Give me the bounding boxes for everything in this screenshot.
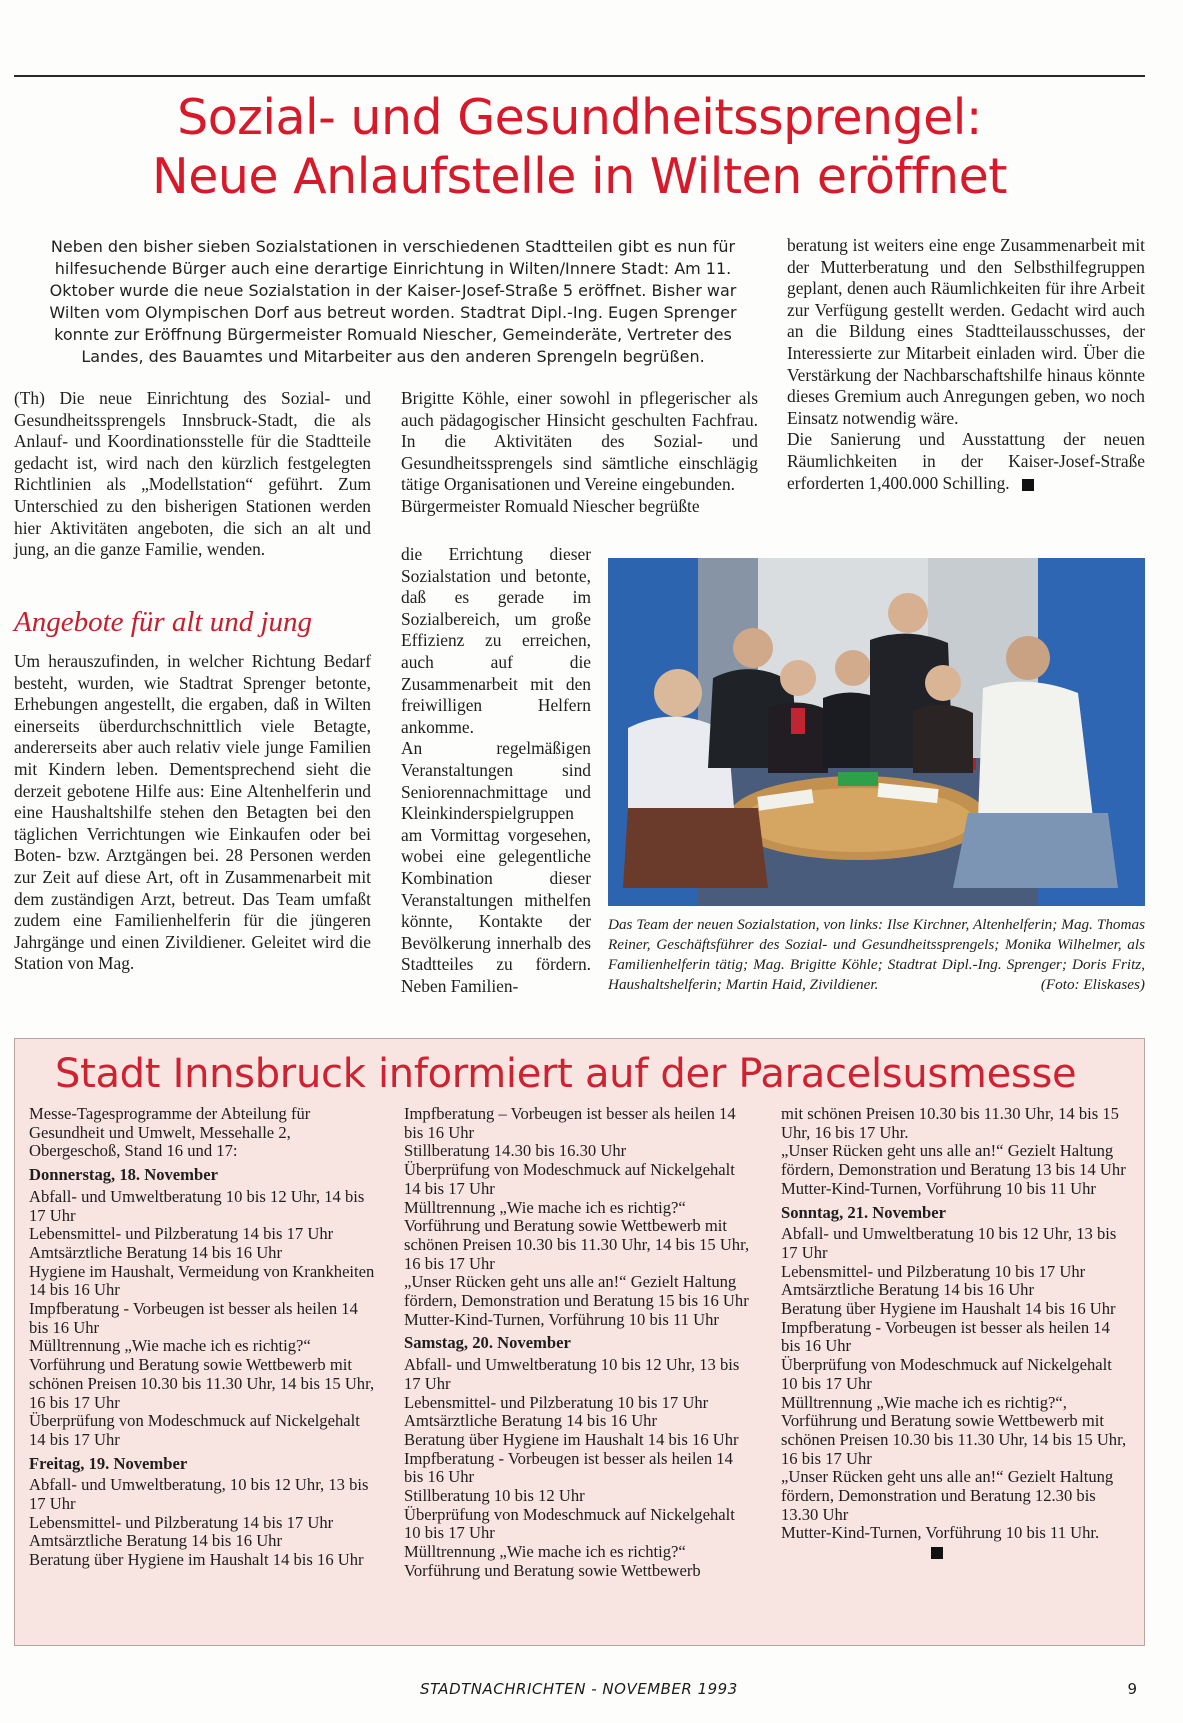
publication-name: STADTNACHRICHTEN - NOVEMBER 1993 bbox=[420, 1680, 738, 1698]
top-rule bbox=[14, 75, 1145, 77]
end-mark-icon bbox=[931, 1547, 943, 1559]
list-item: Impfberatung - Vorbeugen ist besser als heilen 14 bis 16 Uhr bbox=[29, 1299, 358, 1337]
list-item: „Unser Rücken geht uns alle an!“ Gezielt Haltung fördern, Demonstration und Beratung 13 bis 14 Uhr bbox=[781, 1141, 1126, 1180]
caption-text: Das Team der neuen Sozialstation, von links: Ilse Kirchner, Altenhelferin; Mag. Thomas Reiner, Geschäftsführer des Sozial- und Gesundheitssprengels; Monika Wilhelmer, als Familienhelferin tätig; Mag. Brigitte Köhle; Stadtrat Dipl.-Ing. Sprenger; Doris Fritz, Haushaltshelferin; Martin Haid, Zivildiener. bbox=[608, 916, 1145, 993]
article-headline bbox=[14, 88, 1145, 206]
list-item: Mülltrennung „Wie mache ich es richtig?“ Vorführung und Beratung sowie Wettbewerb mit schönen Preisen 10.30 bis 11.30 Uhr, 14 bis 15 Uhr, 16 bis 17 Uhr bbox=[29, 1336, 375, 1412]
list-item: Abfall- und Umweltberatung 10 bis 12 Uhr, 13 bis 17 Uhr bbox=[781, 1224, 1117, 1262]
subheading: Angebote für alt und jung bbox=[14, 606, 313, 638]
article-column-1 bbox=[14, 388, 371, 561]
list-item: Abfall- und Umweltberatung 10 bis 12 Uhr, 13 bis 17 Uhr bbox=[404, 1355, 740, 1393]
page-number: 9 bbox=[1127, 1680, 1137, 1698]
box-column-1 bbox=[29, 1105, 379, 1570]
list-item: Mutter-Kind-Turnen, Vorführung 10 bis 11 Uhr bbox=[404, 1309, 719, 1329]
list-item: Amtsärztliche Beratung 14 bis 16 Uhr bbox=[404, 1411, 657, 1431]
paragraph bbox=[787, 429, 1145, 494]
photo-caption bbox=[608, 915, 1145, 995]
list-item: Überprüfung von Modeschmuck auf Nickelgehalt 14 bis 17 Uhr bbox=[404, 1160, 735, 1198]
box-intro: Messe-Tagesprogramme der Abteilung für Gesundheit und Umwelt, Messehalle 2, Obergeschoß, Stand 16 und 17: bbox=[29, 1104, 311, 1161]
list-item: Hygiene im Haushalt, Vermeidung von Krankheiten 14 bis 16 Uhr bbox=[29, 1261, 375, 1300]
article-column-1-continued bbox=[14, 651, 371, 975]
box-column-2 bbox=[404, 1105, 754, 1581]
article-column-3 bbox=[787, 235, 1145, 494]
list-item: Impfberatung - Vorbeugen ist besser als heilen 14 bis 16 Uhr bbox=[404, 1448, 733, 1487]
day-heading: Samstag, 20. November bbox=[404, 1333, 571, 1353]
list-item: Überprüfung von Modeschmuck auf Nickelgehalt 14 bis 17 Uhr bbox=[29, 1411, 360, 1449]
list-item: Impfberatung – Vorbeugen ist besser als heilen 14 bis 16 Uhr bbox=[404, 1104, 736, 1142]
page-footer bbox=[0, 1680, 1183, 1704]
headline-line-1: Sozial- und Gesundheitssprengel: bbox=[177, 89, 982, 146]
list-item: Amtsärztliche Beratung 14 bis 16 Uhr bbox=[781, 1280, 1034, 1300]
list-item: „Unser Rücken geht uns alle an!“ Gezielt Haltung fördern, Demonstration und Beratung 12.30 bis 13.30 Uhr bbox=[781, 1467, 1114, 1524]
list-item: Mülltrennung „Wie mache ich es richtig?“ Vorführung und Beratung sowie Wettbewerb mit schönen Preisen 10.30 bis 11.30 Uhr, 14 bis 15 Uhr, 16 bis 17 Uhr bbox=[404, 1197, 750, 1273]
list-item: „Unser Rücken geht uns alle an!“ Gezielt Haltung fördern, Demonstration und Beratung 15 bis 16 Uhr bbox=[404, 1272, 749, 1311]
photo-illustration bbox=[608, 558, 1145, 906]
list-item bbox=[781, 1524, 1131, 1561]
list-item: mit schönen Preisen 10.30 bis 11.30 Uhr, 14 bis 15 Uhr, 16 bis 17 Uhr. bbox=[781, 1104, 1119, 1142]
photo-credit: (Foto: Eliskases) bbox=[1040, 976, 1145, 993]
paragraph: beratung ist weiters eine enge Zusammenarbeit mit der Mutterberatung und den Selbsthilfegruppen geplant, denen auch Räumlichkeiten für ihre Arbeit zur Verfügung gestellt werden. Gedacht wird auch an die Bildung eines Stadtteilausschusses, der Interessierte zur Mitarbeit einladen wird. Über die Verstärkung der Nachbarschaftshilfe hinaus könnte dieses Gremium auch Anregungen geben, wo noch Einsatz notwendig wäre. bbox=[787, 235, 1145, 428]
day-heading: Donnerstag, 18. November bbox=[29, 1165, 218, 1185]
article-column-2 bbox=[401, 388, 758, 518]
list-item: Amtsärztliche Beratung 14 bis 16 Uhr bbox=[29, 1242, 282, 1262]
article-lede: Neben den bisher sieben Sozialstationen in verschiedenen Stadtteilen gibt es nun für hilfesuchende Bürger auch eine derartige Einrichtung in Wilten/Innere Stadt: Am 11. Oktober wurde die neue Sozialstation in der Kaiser-Josef-Straße 5 eröffnet. Bisher war Wilten vom Olympischen Dorf aus betreut worden. Stadtrat Dipl.-Ing. Eugen Sprenger konnte zur Eröffnung Bürgermeister Romuald Niescher, Gemeinderäte, Vertreter des Landes, des Bauamtes und Mitarbeiter aus den anderen Sprengeln begrüßen. bbox=[49, 237, 737, 366]
list-item: Amtsärztliche Beratung 14 bis 16 Uhr bbox=[29, 1531, 282, 1551]
list-item: Stillberatung 10 bis 12 Uhr bbox=[404, 1486, 585, 1506]
list-item: Lebensmittel- und Pilzberatung 14 bis 17 Uhr bbox=[29, 1512, 334, 1532]
list-item: Beratung über Hygiene im Haushalt 14 bis 16 Uhr bbox=[29, 1550, 364, 1570]
list-item: Lebensmittel- und Pilzberatung 14 bis 17 Uhr bbox=[29, 1224, 334, 1244]
messe-info-box bbox=[14, 1038, 1145, 1646]
last-item-text: Mutter-Kind-Turnen, Vorführung 10 bis 11 Uhr. bbox=[781, 1523, 1100, 1543]
paragraph: die Errichtung dieser Sozialstation und betonte, daß es gerade im Sozialbereich, um große Effizienz zu erreichen, auch auf die Zusammenarbeit mit den freiwilligen Helfern ankomme. bbox=[401, 544, 591, 737]
list-item: Mutter-Kind-Turnen, Vorführung 10 bis 11 Uhr bbox=[781, 1178, 1096, 1198]
team-photo bbox=[608, 558, 1145, 906]
list-item: Mülltrennung „Wie mache ich es richtig?“, Vorführung und Beratung sowie Wettbewerb mit schönen Preisen 10.30 bis 11.30 Uhr, 14 bis 15 Uhr, 16 bis 17 Uhr bbox=[781, 1392, 1127, 1468]
list-item: Stillberatung 14.30 bis 16.30 Uhr bbox=[404, 1141, 627, 1161]
headline-line-2: Neue Anlaufstelle in Wilten eröffnet bbox=[152, 148, 1007, 205]
list-item: Überprüfung von Modeschmuck auf Nickelgehalt 10 bis 17 Uhr bbox=[404, 1504, 735, 1543]
list-item: Abfall- und Umweltberatung, 10 bis 12 Uhr, 13 bis 17 Uhr bbox=[29, 1475, 369, 1514]
box-column-3 bbox=[781, 1105, 1131, 1562]
day-heading: Freitag, 19. November bbox=[29, 1453, 188, 1473]
paragraph: (Th) Die neue Einrichtung des Sozial- und Gesundheitssprengels Innsbruck-Stadt, die als Anlauf- und Koordinationsstelle für die Stadtteile gedacht ist, wird nach den kürzlich festgelegten Richtlinien als „Modellstation“ geführt. Zum Unterschied zu den bisherigen Stationen werden hier Aktivitäten angeboten, die sich an alt und jung, an die ganze Familie, wenden. bbox=[14, 388, 371, 560]
day-heading: Sonntag, 21. November bbox=[781, 1202, 947, 1222]
list-item: Impfberatung - Vorbeugen ist besser als heilen 14 bis 16 Uhr bbox=[781, 1317, 1110, 1356]
article-column-2-narrow bbox=[401, 544, 591, 997]
box-title: Stadt Innsbruck informiert auf der Paracelsusmesse bbox=[55, 1051, 1077, 1097]
list-item: Beratung über Hygiene im Haushalt 14 bis 16 Uhr bbox=[781, 1299, 1116, 1319]
list-item: Mülltrennung „Wie mache ich es richtig?“ Vorführung und Beratung sowie Wettbewerb bbox=[404, 1542, 701, 1580]
list-item: Lebensmittel- und Pilzberatung 10 bis 17 Uhr bbox=[404, 1392, 709, 1412]
closing-text: Die Sanierung und Ausstattung der neuen Räumlichkeiten in der Kaiser-Josef-Straße erforderten 1,400.000 Schilling. bbox=[787, 429, 1145, 493]
list-item: Beratung über Hygiene im Haushalt 14 bis 16 Uhr bbox=[404, 1429, 739, 1449]
paragraph: An regelmäßigen Veranstaltungen sind Seniorennachmittage und Kleinkinderspielgruppen am Vormittag vorgesehen, wobei eine gelegentliche Kombination dieser Veranstaltungen mithelfen könnte, Kontakte der Bevölkerung innerhalb des Stadtteiles zu fördern. Neben Familien- bbox=[401, 738, 591, 996]
list-item: Abfall- und Umweltberatung 10 bis 12 Uhr, 14 bis 17 Uhr bbox=[29, 1186, 365, 1225]
paragraph: Um herauszufinden, in welcher Richtung Bedarf besteht, wurden, wie Stadtrat Sprenger betonte, Erhebungen angestellt, die ergaben, daß in Wilten einerseits überdurchschnittlich viele Betagte, andererseits aber auch relativ viele junge Familien mit Kindern leben. Dementsprechend sieht die derzeit gebotene Hilfe aus: Eine Altenhelferin und eine Haushaltshilfe stehen den Betagten bei den täglichen Verrichtungen wie Einkaufen oder bei Boten- bzw. Arztgängen bei. 28 Personen werden zur Zeit auf diese Art, oft in Zusammenarbeit mit dem zuständigen Arzt, betreut. Das Team umfaßt zudem eine Familienhelferin für die jüngeren Jahrgänge und einen Zivildiener. Geleitet wird die Station von Mag. bbox=[14, 651, 371, 974]
paragraph: Brigitte Köhle, einer sowohl in pflegerischer als auch pädagogischer Hinsicht geschulten Fachfrau. In die Aktivitäten des Sozial- und Gesundheitssprengels sind sämtliche einschlägig tätige Organisationen und Vereine eingebunden. bbox=[401, 388, 758, 495]
end-mark-icon bbox=[1022, 479, 1034, 491]
paragraph: Bürgermeister Romuald Niescher begrüßte bbox=[401, 495, 700, 516]
list-item: Lebensmittel- und Pilzberatung 10 bis 17 Uhr bbox=[781, 1261, 1086, 1281]
list-item: Überprüfung von Modeschmuck auf Nickelgehalt 10 bis 17 Uhr bbox=[781, 1355, 1112, 1393]
